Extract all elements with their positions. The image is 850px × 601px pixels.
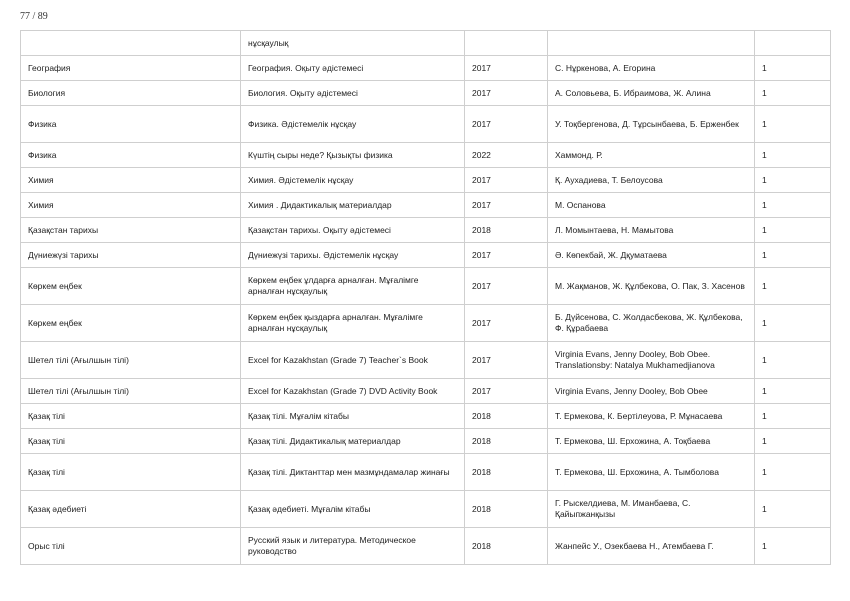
quantity-cell: 1 (755, 193, 831, 218)
books-table (20, 30, 831, 565)
title-cell: Күштің сыры неде? Қызықты физика (241, 143, 465, 168)
table-row (21, 243, 831, 268)
authors-cell: М. Оспанова (548, 193, 755, 218)
authors-cell: С. Нұркенова, А. Егорина (548, 56, 755, 81)
table-row (21, 305, 831, 342)
subject-cell: Химия (21, 168, 241, 193)
authors-cell: Қ. Аухадиева, Т. Белоусова (548, 168, 755, 193)
table-row (21, 168, 831, 193)
quantity-cell: 1 (755, 168, 831, 193)
title-cell: Қазақ әдебиеті. Мұғалім кітабы (241, 491, 465, 528)
year-cell: 2018 (465, 528, 548, 565)
subject-cell: Физика (21, 106, 241, 143)
authors-cell: Б. Дүйсенова, С. Жолдасбекова, Ж. Құлбекова, Ф. Құрабаева (548, 305, 755, 342)
subject-cell: Қазақ әдебиеті (21, 491, 241, 528)
quantity-cell: 1 (755, 454, 831, 491)
table-row (21, 404, 831, 429)
year-cell: 2017 (465, 305, 548, 342)
authors-cell: А. Соловьева, Б. Ибраимова, Ж. Алина (548, 81, 755, 106)
subject-cell: Қазақстан тарихы (21, 218, 241, 243)
title-cell: Қазақ тілі. Дидактикалық материалдар (241, 429, 465, 454)
table-row (21, 56, 831, 81)
subject-cell: Қазақ тілі (21, 429, 241, 454)
year-cell: 2018 (465, 404, 548, 429)
table-row (21, 528, 831, 565)
title-cell: Қазақ тілі. Мұғалім кітабы (241, 404, 465, 429)
authors-cell: Virginia Evans, Jenny Dooley, Bob Obee. Translationsby: Natalya Mukhamedjianova (548, 342, 755, 379)
authors-cell: М. Жақманов, Ж. Құлбекова, О. Пак, З. Хасенов (548, 268, 755, 305)
year-cell: 2017 (465, 168, 548, 193)
title-cell: Физика. Әдістемелік нұсқау (241, 106, 465, 143)
quantity-cell (755, 31, 831, 56)
table-row (21, 491, 831, 528)
authors-cell (548, 31, 755, 56)
page-number: 77 / 89 (20, 11, 48, 22)
year-cell: 2018 (465, 491, 548, 528)
table-row (21, 342, 831, 379)
subject-cell: Орыс тілі (21, 528, 241, 565)
subject-cell: Шетел тілі (Ағылшын тілі) (21, 342, 241, 379)
table-row (21, 81, 831, 106)
authors-cell: У. Тоқбергенова, Д. Тұрсынбаева, Б. Ерженбек (548, 106, 755, 143)
table-row (21, 143, 831, 168)
year-cell: 2017 (465, 193, 548, 218)
subject-cell: Физика (21, 143, 241, 168)
authors-cell: Т. Ермекова, К. Бертілеуова, Р. Мұнасаева (548, 404, 755, 429)
quantity-cell: 1 (755, 268, 831, 305)
table-row (21, 193, 831, 218)
table-row (21, 218, 831, 243)
year-cell: 2017 (465, 342, 548, 379)
year-cell: 2017 (465, 379, 548, 404)
title-cell: Химия . Дидактикалық материалдар (241, 193, 465, 218)
authors-cell: Т. Ермекова, Ш. Ерхожина, А. Тымболова (548, 454, 755, 491)
year-cell: 2017 (465, 243, 548, 268)
subject-cell: Көркем еңбек (21, 305, 241, 342)
year-cell: 2018 (465, 429, 548, 454)
title-cell: Excel for Kazakhstan (Grade 7) DVD Activity Book (241, 379, 465, 404)
year-cell: 2017 (465, 81, 548, 106)
quantity-cell: 1 (755, 379, 831, 404)
table-row (21, 268, 831, 305)
subject-cell: Биология (21, 81, 241, 106)
table-row (21, 31, 831, 56)
year-cell: 2017 (465, 268, 548, 305)
year-cell: 2022 (465, 143, 548, 168)
authors-cell: Virginia Evans, Jenny Dooley, Bob Obee (548, 379, 755, 404)
quantity-cell: 1 (755, 143, 831, 168)
quantity-cell: 1 (755, 342, 831, 379)
year-cell: 2018 (465, 454, 548, 491)
subject-cell: География (21, 56, 241, 81)
authors-cell: Хаммонд. Р. (548, 143, 755, 168)
table-row (21, 106, 831, 143)
title-cell: Химия. Әдістемелік нұсқау (241, 168, 465, 193)
quantity-cell: 1 (755, 81, 831, 106)
subject-cell: Қазақ тілі (21, 454, 241, 491)
title-cell: Русский язык и литература. Методическое руководство (241, 528, 465, 565)
subject-cell: Көркем еңбек (21, 268, 241, 305)
table-row (21, 454, 831, 491)
title-cell: Көркем еңбек қыздарға арналған. Мұғалімге арналған нұсқаулық (241, 305, 465, 342)
title-cell: Қазақ тілі. Диктанттар мен мазмұндамалар жинағы (241, 454, 465, 491)
quantity-cell: 1 (755, 429, 831, 454)
authors-cell: Т. Ермекова, Ш. Ерхожина, А. Тоқбаева (548, 429, 755, 454)
authors-cell: Жанпейс У., Озекбаева Н., Атембаева Г. (548, 528, 755, 565)
table-row (21, 429, 831, 454)
year-cell: 2017 (465, 106, 548, 143)
subject-cell: Химия (21, 193, 241, 218)
table-row (21, 379, 831, 404)
quantity-cell: 1 (755, 106, 831, 143)
title-cell: География. Оқыту әдістемесі (241, 56, 465, 81)
quantity-cell: 1 (755, 491, 831, 528)
quantity-cell: 1 (755, 404, 831, 429)
subject-cell: Шетел тілі (Ағылшын тілі) (21, 379, 241, 404)
authors-cell: Л. Момынтаева, Н. Мамытова (548, 218, 755, 243)
subject-cell (21, 31, 241, 56)
title-cell: Қазақстан тарихы. Оқыту әдістемесі (241, 218, 465, 243)
quantity-cell: 1 (755, 305, 831, 342)
authors-cell: Ә. Көпекбай, Ж. Дқуматаева (548, 243, 755, 268)
title-cell: Дүниежүзі тарихы. Әдістемелік нұсқау (241, 243, 465, 268)
books-table-body (21, 31, 831, 565)
quantity-cell: 1 (755, 528, 831, 565)
title-cell: Excel for Kazakhstan (Grade 7) Teacher`s Book (241, 342, 465, 379)
year-cell: 2017 (465, 56, 548, 81)
subject-cell: Дүниежүзі тарихы (21, 243, 241, 268)
authors-cell: Г. Рыскелдиева, М. Иманбаева, С. Қайыпжанқызы (548, 491, 755, 528)
quantity-cell: 1 (755, 218, 831, 243)
year-cell (465, 31, 548, 56)
title-cell: Көркем еңбек ұлдарға арналған. Мұғалімге арналған нұсқаулық (241, 268, 465, 305)
title-cell: Биология. Оқыту әдістемесі (241, 81, 465, 106)
quantity-cell: 1 (755, 56, 831, 81)
title-cell: нұсқаулық (241, 31, 465, 56)
quantity-cell: 1 (755, 243, 831, 268)
year-cell: 2018 (465, 218, 548, 243)
subject-cell: Қазақ тілі (21, 404, 241, 429)
